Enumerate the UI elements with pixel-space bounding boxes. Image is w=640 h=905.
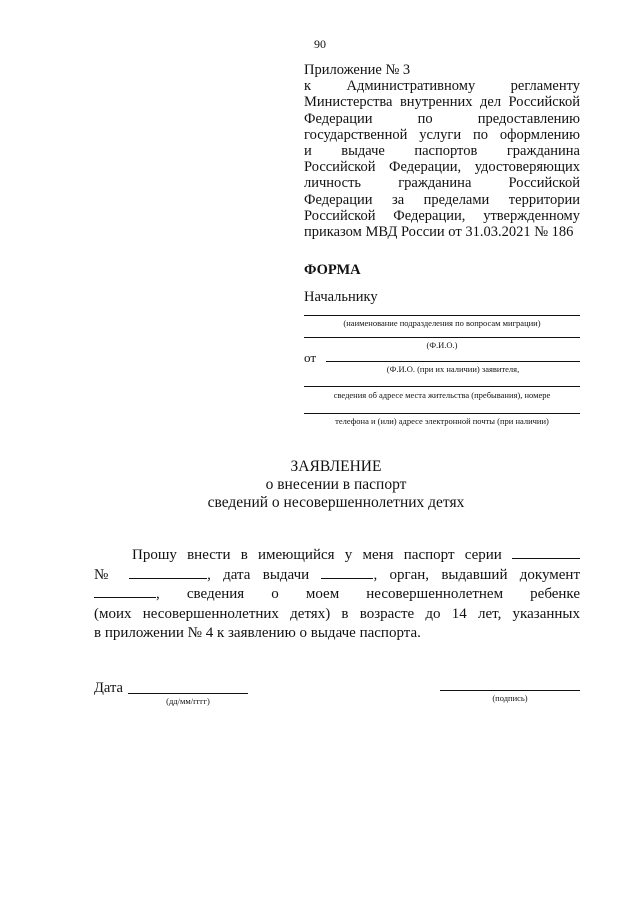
statement-body	[94, 546, 580, 644]
number-sign: №	[94, 566, 117, 583]
date-caption: (дд/мм/гггг)	[166, 696, 210, 706]
appendix-line: приказом МВД России от 31.03.2021 № 186	[304, 224, 574, 241]
department-field-line[interactable]	[304, 315, 580, 316]
document-title: ЗАЯВЛЕНИЕ	[290, 458, 382, 475]
document-subtitle: о внесении в паспорт	[265, 476, 407, 493]
statement-line	[94, 585, 580, 605]
signature-field-line[interactable]	[440, 690, 580, 691]
passport-number-field[interactable]	[129, 566, 207, 579]
appendix-line: государственной услуги по оформлению	[304, 126, 580, 143]
appendix-line: личность гражданина Российской	[304, 175, 580, 192]
issue-date-field[interactable]	[321, 566, 373, 579]
statement-text: Прошу внести в имеющийся у меня паспорт серии	[132, 547, 502, 563]
date-label: Дата	[94, 680, 123, 696]
statement-text: сведения о моем несовершеннолетнем ребенке	[186, 586, 581, 603]
statement-line	[94, 546, 580, 566]
appendix-line: Российской Федерации, утвержденному	[304, 207, 580, 224]
appendix-line: Министерства внутренних дел Российской	[304, 94, 580, 111]
appendix-line: Федерации по предоставлению	[304, 110, 580, 127]
statement-line: в приложении № 4 к заявлению о выдаче паспорта.	[94, 625, 421, 642]
contact-caption: телефона и (или) адресе электронной почты (при наличии)	[335, 416, 549, 426]
department-caption: (наименование подразделения по вопросам миграции)	[343, 318, 541, 328]
applicant-caption: (Ф.И.О. (при их наличии) заявителя,	[386, 364, 520, 374]
statement-text: ,	[156, 586, 160, 603]
appendix-line: Федерации за пределами территории	[304, 191, 580, 208]
appendix-block	[304, 62, 580, 240]
from-label: от	[304, 350, 317, 365]
applicant-name-field-line[interactable]	[326, 361, 580, 362]
appendix-heading: Приложение № 3	[304, 62, 411, 78]
appendix-line: к Административному регламенту	[304, 78, 580, 95]
signature-caption: (подпись)	[492, 693, 528, 703]
document-subtitle: сведений о несовершеннолетних детях	[207, 494, 465, 511]
address-caption: сведения об адресе места жительства (пребывания), номере	[333, 390, 551, 400]
statement-text: , орган, выдавший документ	[373, 566, 580, 583]
address-field-line[interactable]	[304, 386, 580, 387]
contact-field-line[interactable]	[304, 413, 580, 414]
appendix-line: Российской Федерации, удостоверяющих	[304, 159, 580, 176]
statement-line: (моих несовершеннолетних детях) в возрасте до 14 лет, указанных	[94, 605, 580, 622]
appendix-line: и выдаче паспортов гражданина	[304, 143, 580, 160]
form-label: ФОРМА	[304, 262, 361, 278]
issuing-authority-field[interactable]	[94, 585, 156, 598]
page-number: 90	[314, 37, 326, 51]
addressee-label: Начальнику	[304, 289, 378, 305]
chief-name-caption: (Ф.И.О.)	[426, 340, 458, 350]
date-field-line[interactable]	[128, 693, 248, 694]
passport-series-field[interactable]	[512, 546, 580, 559]
statement-line	[94, 566, 580, 586]
chief-name-field-line[interactable]	[304, 337, 580, 338]
statement-text: , дата выдачи	[207, 566, 310, 583]
